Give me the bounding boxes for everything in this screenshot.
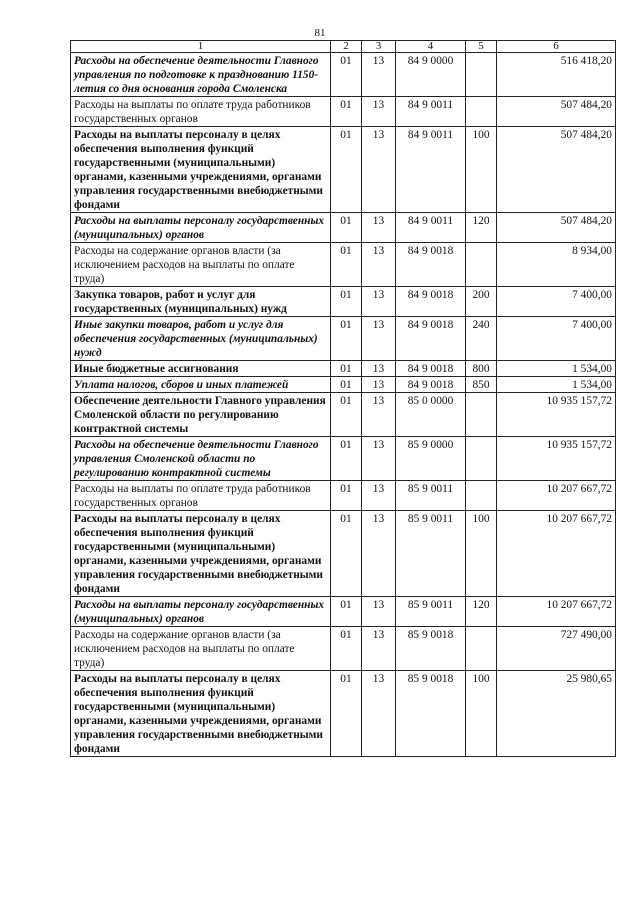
table-row bbox=[71, 511, 616, 597]
amount-cell: 1 534,00 bbox=[497, 361, 616, 377]
table-row bbox=[71, 317, 616, 361]
amount-cell: 10 207 667,72 bbox=[497, 511, 616, 597]
expense-type-cell: 800 bbox=[466, 361, 497, 377]
section-code-cell: 01 bbox=[331, 481, 362, 511]
row-name-cell: Уплата налогов, сборов и иных платежей bbox=[71, 377, 331, 393]
expense-type-cell: 200 bbox=[466, 287, 497, 317]
target-article-cell: 84 9 0000 bbox=[396, 53, 466, 97]
section-code-cell: 01 bbox=[331, 671, 362, 757]
table-row bbox=[71, 127, 616, 213]
target-article-cell: 85 9 0018 bbox=[396, 627, 466, 671]
subsection-code-cell: 13 bbox=[362, 511, 396, 597]
amount-cell: 7 400,00 bbox=[497, 287, 616, 317]
subsection-code-cell: 13 bbox=[362, 243, 396, 287]
section-code-cell: 01 bbox=[331, 243, 362, 287]
row-name-cell: Расходы на содержание органов власти (за исключением расходов на выплаты по оплате труда) bbox=[71, 243, 331, 287]
expense-type-cell: 850 bbox=[466, 377, 497, 393]
target-article-cell: 84 9 0018 bbox=[396, 287, 466, 317]
target-article-cell: 84 9 0018 bbox=[396, 361, 466, 377]
row-name-cell: Обеспечение деятельности Главного управления Смоленской области по регулированию контрактной системы bbox=[71, 393, 331, 437]
section-code-cell: 01 bbox=[331, 287, 362, 317]
expense-type-cell bbox=[466, 97, 497, 127]
amount-cell: 7 400,00 bbox=[497, 317, 616, 361]
row-name-cell: Иные бюджетные ассигнования bbox=[71, 361, 331, 377]
expense-type-cell bbox=[466, 627, 497, 671]
subsection-code-cell: 13 bbox=[362, 127, 396, 213]
table-row bbox=[71, 213, 616, 243]
target-article-cell: 85 0 0000 bbox=[396, 393, 466, 437]
table-row bbox=[71, 361, 616, 377]
section-code-cell: 01 bbox=[331, 377, 362, 393]
section-code-cell: 01 bbox=[331, 213, 362, 243]
amount-cell: 1 534,00 bbox=[497, 377, 616, 393]
expense-type-cell bbox=[466, 481, 497, 511]
subsection-code-cell: 13 bbox=[362, 317, 396, 361]
table-row bbox=[71, 671, 616, 757]
table-header-row bbox=[71, 41, 616, 53]
amount-cell: 8 934,00 bbox=[497, 243, 616, 287]
target-article-cell: 84 9 0018 bbox=[396, 377, 466, 393]
amount-cell: 727 490,00 bbox=[497, 627, 616, 671]
target-article-cell: 85 9 0011 bbox=[396, 511, 466, 597]
target-article-cell: 85 9 0011 bbox=[396, 597, 466, 627]
subsection-code-cell: 13 bbox=[362, 287, 396, 317]
section-code-cell: 01 bbox=[331, 511, 362, 597]
subsection-code-cell: 13 bbox=[362, 53, 396, 97]
row-name-cell: Расходы на обеспечение деятельности Главного управления Смоленской области по регулированию контрактной системы bbox=[71, 437, 331, 481]
amount-cell: 507 484,20 bbox=[497, 127, 616, 213]
amount-cell: 10 207 667,72 bbox=[497, 597, 616, 627]
section-code-cell: 01 bbox=[331, 97, 362, 127]
subsection-code-cell: 13 bbox=[362, 97, 396, 127]
table-row bbox=[71, 437, 616, 481]
expense-type-cell: 100 bbox=[466, 127, 497, 213]
row-name-cell: Расходы на выплаты персоналу в целях обеспечения выполнения функций государственными (муниципальными) органами, казенными учреждениями, органами управления государственными внебюджетными фондами bbox=[71, 511, 331, 597]
header-cell: 5 bbox=[466, 41, 497, 53]
section-code-cell: 01 bbox=[331, 437, 362, 481]
table-row bbox=[71, 243, 616, 287]
subsection-code-cell: 13 bbox=[362, 671, 396, 757]
expense-type-cell bbox=[466, 243, 497, 287]
row-name-cell: Расходы на выплаты персоналу в целях обеспечения выполнения функций государственными (муниципальными) органами, казенными учреждениями, органами управления государственными внебюджетными фондами bbox=[71, 671, 331, 757]
section-code-cell: 01 bbox=[331, 393, 362, 437]
target-article-cell: 84 9 0011 bbox=[396, 97, 466, 127]
amount-cell: 516 418,20 bbox=[497, 53, 616, 97]
expense-type-cell: 240 bbox=[466, 317, 497, 361]
expense-type-cell: 120 bbox=[466, 597, 497, 627]
table-row bbox=[71, 53, 616, 97]
table-row bbox=[71, 627, 616, 671]
subsection-code-cell: 13 bbox=[362, 213, 396, 243]
header-cell: 1 bbox=[71, 41, 331, 53]
table-row bbox=[71, 377, 616, 393]
amount-cell: 507 484,20 bbox=[497, 213, 616, 243]
section-code-cell: 01 bbox=[331, 127, 362, 213]
row-name-cell: Расходы на выплаты по оплате труда работников государственных органов bbox=[71, 97, 331, 127]
row-name-cell: Расходы на выплаты по оплате труда работников государственных органов bbox=[71, 481, 331, 511]
subsection-code-cell: 13 bbox=[362, 481, 396, 511]
amount-cell: 10 935 157,72 bbox=[497, 393, 616, 437]
table-row bbox=[71, 393, 616, 437]
header-cell: 6 bbox=[497, 41, 616, 53]
page-number: 81 bbox=[314, 27, 326, 39]
amount-cell: 10 207 667,72 bbox=[497, 481, 616, 511]
expense-type-cell: 100 bbox=[466, 671, 497, 757]
table-row bbox=[71, 287, 616, 317]
expense-type-cell bbox=[466, 53, 497, 97]
expense-type-cell: 100 bbox=[466, 511, 497, 597]
target-article-cell: 85 9 0018 bbox=[396, 671, 466, 757]
target-article-cell: 85 9 0011 bbox=[396, 481, 466, 511]
subsection-code-cell: 13 bbox=[362, 627, 396, 671]
target-article-cell: 84 9 0018 bbox=[396, 317, 466, 361]
expense-type-cell: 120 bbox=[466, 213, 497, 243]
header-cell: 2 bbox=[331, 41, 362, 53]
target-article-cell: 84 9 0018 bbox=[396, 243, 466, 287]
row-name-cell: Расходы на содержание органов власти (за исключением расходов на выплаты по оплате труда) bbox=[71, 627, 331, 671]
section-code-cell: 01 bbox=[331, 597, 362, 627]
amount-cell: 507 484,20 bbox=[497, 97, 616, 127]
section-code-cell: 01 bbox=[331, 53, 362, 97]
subsection-code-cell: 13 bbox=[362, 377, 396, 393]
table-row bbox=[71, 481, 616, 511]
amount-cell: 10 935 157,72 bbox=[497, 437, 616, 481]
expense-type-cell bbox=[466, 393, 497, 437]
header-cell: 4 bbox=[396, 41, 466, 53]
section-code-cell: 01 bbox=[331, 317, 362, 361]
row-name-cell: Расходы на обеспечение деятельности Главного управления по подготовке к празднованию 1150-летия со дня основания города Смоленска bbox=[71, 53, 331, 97]
target-article-cell: 84 9 0011 bbox=[396, 127, 466, 213]
amount-cell: 25 980,65 bbox=[497, 671, 616, 757]
section-code-cell: 01 bbox=[331, 361, 362, 377]
subsection-code-cell: 13 bbox=[362, 393, 396, 437]
target-article-cell: 85 9 0000 bbox=[396, 437, 466, 481]
subsection-code-cell: 13 bbox=[362, 597, 396, 627]
expense-type-cell bbox=[466, 437, 497, 481]
table-row bbox=[71, 97, 616, 127]
row-name-cell: Закупка товаров, работ и услуг для государственных (муниципальных) нужд bbox=[71, 287, 331, 317]
table-row bbox=[71, 597, 616, 627]
row-name-cell: Расходы на выплаты персоналу в целях обеспечения выполнения функций государственными (муниципальными) органами, казенными учреждениями, органами управления государственными внебюджетными фондами bbox=[71, 127, 331, 213]
header-cell: 3 bbox=[362, 41, 396, 53]
row-name-cell: Расходы на выплаты персоналу государственных (муниципальных) органов bbox=[71, 597, 331, 627]
row-name-cell: Расходы на выплаты персоналу государственных (муниципальных) органов bbox=[71, 213, 331, 243]
section-code-cell: 01 bbox=[331, 627, 362, 671]
row-name-cell: Иные закупки товаров, работ и услуг для обеспечения государственных (муниципальных) нужд bbox=[71, 317, 331, 361]
budget-table bbox=[70, 40, 616, 757]
target-article-cell: 84 9 0011 bbox=[396, 213, 466, 243]
subsection-code-cell: 13 bbox=[362, 437, 396, 481]
subsection-code-cell: 13 bbox=[362, 361, 396, 377]
